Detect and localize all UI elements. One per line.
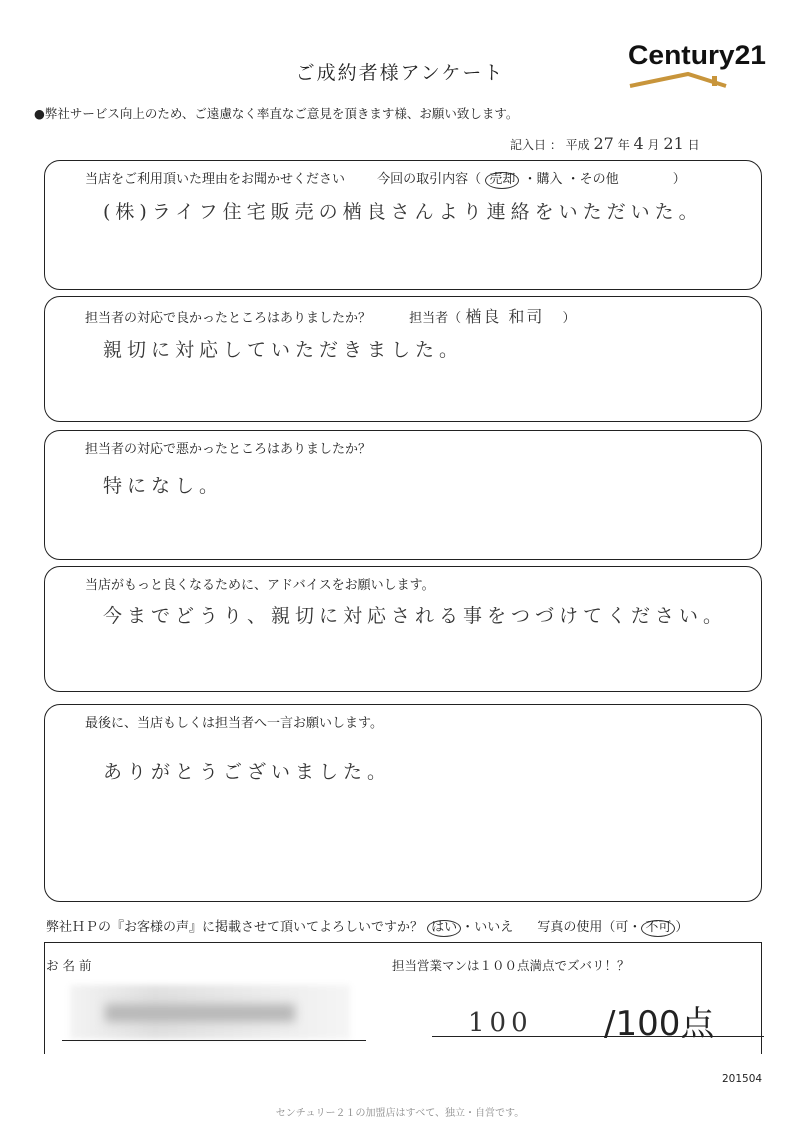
date-day: 21 xyxy=(663,134,684,153)
score-label: 担当営業マンは１００点満点でズバリ！？ xyxy=(392,958,630,973)
question-box-bad-points xyxy=(44,430,762,560)
consent-yes-option[interactable]: はい xyxy=(427,920,461,937)
entry-date xyxy=(510,134,700,153)
form-code: 201504 xyxy=(722,1073,763,1085)
date-label: 記入日 ： xyxy=(510,138,562,152)
handwritten-answer: 親切に対応していただきました。 xyxy=(103,339,464,361)
question-box-advice xyxy=(44,566,762,692)
handwritten-answer: 特になし。 xyxy=(103,475,224,497)
question-prompt: 当店をご利用頂いた理由をお聞かせください 今回の取引内容（ 売却 ・購入 ・その他 ） xyxy=(85,172,686,187)
transaction-option-other[interactable]: その他 xyxy=(579,172,619,187)
staff-name: 楢良 和司 xyxy=(465,307,545,326)
century21-logo xyxy=(628,34,768,98)
transaction-option-buy[interactable]: 購入 xyxy=(536,172,563,187)
footer-note: センチュリー２１の加盟店はすべて、独立・自営です。 xyxy=(275,1108,525,1119)
question-box-final-message xyxy=(44,704,762,902)
date-month-unit: 月 xyxy=(647,138,660,152)
score-total: /100点 xyxy=(604,1004,715,1044)
redacted-name-strokes xyxy=(105,1004,295,1022)
date-day-unit: 日 xyxy=(687,138,700,152)
consent-no-option[interactable]: いいえ xyxy=(474,920,514,935)
publish-consent: 弊社ＨＰの『お客様の声』に掲載させて頂いてよろしいですか？ はい ・いいえ 写真の使用（可・ 不可 ） xyxy=(46,920,689,935)
question-prompt: 担当者の対応で悪かったところはありましたか？ xyxy=(85,442,372,457)
question-box-reason xyxy=(44,160,762,290)
handwritten-answer: ありがとうございました。 xyxy=(103,761,392,783)
consent-question: 弊社ＨＰの『お客様の声』に掲載させて頂いてよろしいですか？ xyxy=(46,920,424,935)
photo-use-label: 写真の使用（ xyxy=(537,920,616,935)
date-year-unit: 年 xyxy=(617,138,630,152)
question-prompt: 担当者の対応で良かったところはありましたか？ 担当者（ 楢良 和司 ） xyxy=(85,307,576,326)
transaction-option-sell[interactable]: 売却 xyxy=(485,172,519,189)
question-prompt: 当店がもっと良くなるために、アドバイスをお願いします。 xyxy=(85,578,435,593)
date-month: 4 xyxy=(633,134,644,153)
photo-yes-option[interactable]: 可 xyxy=(615,920,629,935)
date-year: 27 xyxy=(593,134,614,153)
staff-label: 担当者（ xyxy=(409,311,462,326)
transaction-type-label: 今回の取引内容（ xyxy=(377,172,482,187)
intro-text: ●弊社サービス向上のため、ご遠慮なく率直なご意見を頂きます様、お願い致します。 xyxy=(34,106,519,121)
question-box-good-points xyxy=(44,296,762,422)
logo-wordmark: Century21 xyxy=(628,40,766,70)
question-prompt: 最後に、当店もしくは担当者へ一言お願いします。 xyxy=(85,716,383,731)
name-label: お 名 前 xyxy=(46,958,92,973)
handwritten-answer: 今までどうり、親切に対応される事をつづけてください。 xyxy=(103,605,728,627)
handwritten-score: 100 xyxy=(468,1008,533,1038)
date-era: 平成 xyxy=(565,138,590,152)
photo-no-option[interactable]: 不可 xyxy=(641,920,675,937)
score-underline xyxy=(432,1036,764,1037)
name-underline xyxy=(62,1040,366,1041)
form-title: ご成約者様アンケート xyxy=(295,62,505,84)
logo-roof xyxy=(630,74,726,86)
handwritten-answer: (株)ライフ住宅販売の楢良さんより連絡をいただいた。 xyxy=(103,201,703,223)
logo-chimney xyxy=(712,76,717,86)
